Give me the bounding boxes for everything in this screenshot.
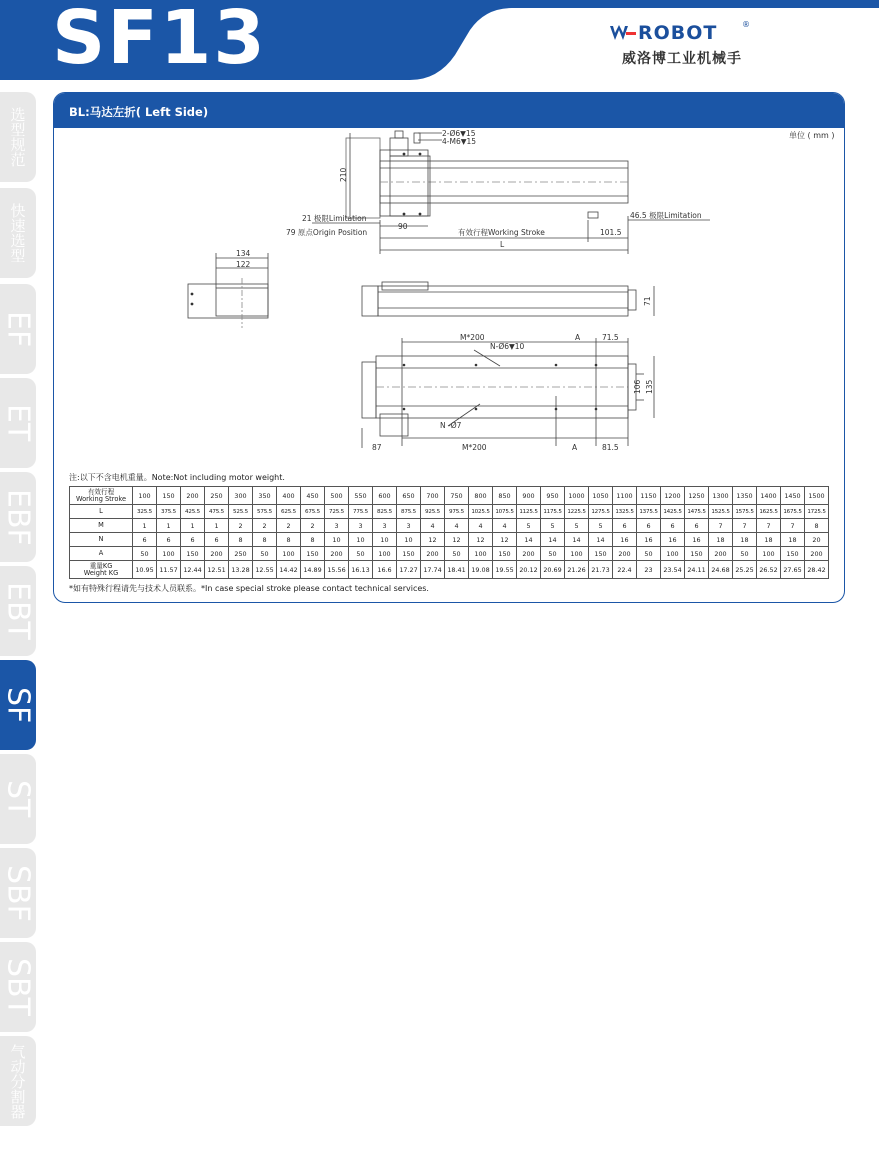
table-row: [70, 547, 829, 561]
table-cell: 50: [445, 547, 469, 561]
table-cell: 825.5: [373, 505, 397, 519]
side-tab-label: SF: [0, 686, 36, 724]
table-cell: 1525.5: [709, 505, 733, 519]
table-cell: 1150: [637, 487, 661, 505]
special-stroke-note: *如有特殊行程请先与技术人员联系。*In case special stroke please contact technical services.: [69, 584, 429, 593]
table-cell: 1075.5: [493, 505, 517, 519]
table-cell: 14: [517, 533, 541, 547]
side-tab-et[interactable]: [0, 378, 36, 468]
table-cell: 1475.5: [685, 505, 709, 519]
side-tab-label: ET: [0, 404, 36, 442]
table-cell: 150: [301, 547, 325, 561]
table-cell: 10: [397, 533, 421, 547]
table-cell: 5: [589, 519, 613, 533]
table-cell: 14.89: [301, 561, 325, 579]
table-cell: 100: [469, 547, 493, 561]
table-cell: 350: [253, 487, 277, 505]
table-row: [70, 487, 829, 505]
table-cell: 425.5: [181, 505, 205, 519]
table-cell: 1300: [709, 487, 733, 505]
table-cell: 12.44: [181, 561, 205, 579]
row-header-line: A: [98, 549, 104, 558]
table-cell: 750: [445, 487, 469, 505]
table-cell: 16: [613, 533, 637, 547]
table-cell: 100: [757, 547, 781, 561]
table-cell: 17.27: [397, 561, 421, 579]
table-cell: 800: [469, 487, 493, 505]
table-cell: 850: [493, 487, 517, 505]
dim-m200-bot: M*200: [462, 443, 487, 452]
row-header: [70, 519, 133, 533]
table-cell: 1375.5: [637, 505, 661, 519]
table-cell: 675.5: [301, 505, 325, 519]
technical-drawing: [54, 128, 844, 468]
table-cell: 16.13: [349, 561, 373, 579]
table-row: [70, 533, 829, 547]
hole-callout-n: N-Ø6▼10: [490, 342, 525, 351]
table-cell: 200: [805, 547, 829, 561]
dim-210: 210: [339, 167, 348, 182]
dim-a-bot: A: [572, 443, 578, 452]
table-cell: 1000: [565, 487, 589, 505]
table-cell: 10: [349, 533, 373, 547]
company-logo: [610, 22, 760, 68]
table-cell: 3: [325, 519, 349, 533]
table-cell: 1450: [781, 487, 805, 505]
table-cell: 200: [421, 547, 445, 561]
logo-brand-text: ROBOT: [638, 22, 718, 44]
side-tab-sbf[interactable]: [0, 848, 36, 938]
table-cell: 22.4: [613, 561, 637, 579]
row-header: [70, 547, 133, 561]
table-cell: 775.5: [349, 505, 373, 519]
side-tab-label: EBF: [0, 488, 36, 546]
table-cell: 6: [133, 533, 157, 547]
table-cell: 26.52: [757, 561, 781, 579]
spec-table: [69, 486, 829, 579]
table-cell: 24.11: [685, 561, 709, 579]
table-cell: 200: [613, 547, 637, 561]
table-cell: 8: [805, 519, 829, 533]
table-cell: 21.73: [589, 561, 613, 579]
table-cell: 18: [709, 533, 733, 547]
table-cell: 12.51: [205, 561, 229, 579]
dim-71: 71: [643, 296, 652, 306]
table-cell: 8: [301, 533, 325, 547]
panel-header: [54, 93, 844, 128]
table-cell: 325.5: [133, 505, 157, 519]
table-cell: 24.68: [709, 561, 733, 579]
side-tab-label: ST: [0, 780, 36, 818]
table-cell: 1225.5: [565, 505, 589, 519]
table-cell: 1275.5: [589, 505, 613, 519]
table-cell: 8: [277, 533, 301, 547]
dim-71-5: 71.5: [602, 333, 619, 342]
table-cell: 20.69: [541, 561, 565, 579]
dim-106: 106: [633, 379, 642, 394]
page-title: SF13: [52, 0, 267, 81]
dim-135: 135: [645, 379, 654, 394]
row-header-line: L: [99, 507, 103, 516]
table-cell: 5: [565, 519, 589, 533]
table-cell: 400: [277, 487, 301, 505]
table-cell: 950: [541, 487, 565, 505]
table-cell: 10.95: [133, 561, 157, 579]
table-cell: 200: [205, 547, 229, 561]
table-cell: 150: [685, 547, 709, 561]
row-header: [70, 505, 133, 519]
row-header-line: Weight KG: [83, 568, 119, 577]
table-cell: 1: [157, 519, 181, 533]
table-cell: 1250: [685, 487, 709, 505]
table-cell: 18: [757, 533, 781, 547]
table-cell: 200: [325, 547, 349, 561]
table-cell: 3: [373, 519, 397, 533]
table-cell: 16.6: [373, 561, 397, 579]
side-tab-ebf[interactable]: [0, 472, 36, 562]
row-header: [70, 487, 133, 505]
table-cell: 475.5: [205, 505, 229, 519]
logo-registered-mark: ®: [742, 20, 750, 29]
dim-90: 90: [398, 222, 408, 231]
table-row: [70, 505, 829, 519]
table-cell: 19.55: [493, 561, 517, 579]
table-cell: 7: [757, 519, 781, 533]
row-header: [70, 561, 133, 579]
table-cell: 200: [181, 487, 205, 505]
table-cell: 1050: [589, 487, 613, 505]
row-header-line: M: [98, 521, 104, 530]
table-cell: 1: [205, 519, 229, 533]
side-tab-label: 快速选型: [8, 203, 27, 263]
dim-122: 122: [236, 260, 251, 269]
row-header-line: Working Stroke: [76, 494, 126, 503]
row-header: [70, 533, 133, 547]
table-cell: 300: [229, 487, 253, 505]
side-tab-ef[interactable]: [0, 284, 36, 374]
table-cell: 12.55: [253, 561, 277, 579]
table-cell: 12: [445, 533, 469, 547]
table-cell: 500: [325, 487, 349, 505]
table-cell: 6: [637, 519, 661, 533]
table-cell: 4: [469, 519, 493, 533]
weight-note: 注:以下不含电机重量。Note:Not including motor weight.: [69, 473, 285, 482]
table-cell: 6: [685, 519, 709, 533]
hole-callout-1: 2-Ø6▼15: [442, 129, 476, 138]
table-cell: 925.5: [421, 505, 445, 519]
table-cell: 150: [781, 547, 805, 561]
table-cell: 1175.5: [541, 505, 565, 519]
hole-callout-2: 4-M6▼15: [442, 137, 477, 146]
table-cell: 23.54: [661, 561, 685, 579]
table-cell: 5: [541, 519, 565, 533]
table-cell: 1350: [733, 487, 757, 505]
table-cell: 875.5: [397, 505, 421, 519]
table-cell: 50: [133, 547, 157, 561]
table-cell: 725.5: [325, 505, 349, 519]
side-tab-label: 气动分割器: [8, 1043, 27, 1119]
table-cell: 27.65: [781, 561, 805, 579]
table-cell: 20: [805, 533, 829, 547]
table-cell: 7: [781, 519, 805, 533]
table-cell: 100: [133, 487, 157, 505]
table-cell: 3: [349, 519, 373, 533]
table-cell: 6: [157, 533, 181, 547]
table-cell: 450: [301, 487, 325, 505]
dim-limit-46-5: 46.5 极限Limitation: [630, 211, 702, 220]
table-cell: 3: [397, 519, 421, 533]
dim-a-top: A: [575, 333, 581, 342]
table-cell: 16: [637, 533, 661, 547]
table-cell: 1: [133, 519, 157, 533]
table-cell: 6: [205, 533, 229, 547]
table-cell: 6: [661, 519, 685, 533]
side-tab-sbt[interactable]: [0, 942, 36, 1032]
table-cell: 28.42: [805, 561, 829, 579]
table-cell: 18: [781, 533, 805, 547]
dim-working-stroke: 有效行程Working Stroke: [458, 228, 545, 237]
side-tab-quick-selection[interactable]: [0, 188, 36, 278]
table-cell: 1325.5: [613, 505, 637, 519]
panel-title: BL:马达左折( Left Side): [69, 105, 209, 119]
table-cell: 650: [397, 487, 421, 505]
table-cell: 50: [637, 547, 661, 561]
table-cell: 14: [541, 533, 565, 547]
table-cell: 2: [229, 519, 253, 533]
table-cell: 16: [685, 533, 709, 547]
table-cell: 150: [397, 547, 421, 561]
dim-134: 134: [236, 249, 251, 258]
table-cell: 625.5: [277, 505, 301, 519]
table-cell: 15.56: [325, 561, 349, 579]
table-cell: 900: [517, 487, 541, 505]
table-cell: 2: [301, 519, 325, 533]
table-cell: 250: [229, 547, 253, 561]
side-tab-ebt[interactable]: [0, 566, 36, 656]
table-cell: 14.42: [277, 561, 301, 579]
side-tab-selection-spec[interactable]: [0, 92, 36, 182]
table-cell: 18: [733, 533, 757, 547]
side-tab-label: SBT: [0, 958, 36, 1016]
table-cell: 12: [493, 533, 517, 547]
dim-L: L: [500, 240, 505, 249]
table-cell: 200: [709, 547, 733, 561]
table-cell: 1100: [613, 487, 637, 505]
table-cell: 8: [229, 533, 253, 547]
table-cell: 1725.5: [805, 505, 829, 519]
spec-panel: [53, 92, 845, 603]
table-cell: 18.41: [445, 561, 469, 579]
table-cell: 100: [277, 547, 301, 561]
table-cell: 6: [613, 519, 637, 533]
table-cell: 14: [589, 533, 613, 547]
dim-101-5: 101.5: [600, 228, 622, 237]
table-row: [70, 561, 829, 579]
table-cell: 2: [277, 519, 301, 533]
table-cell: 600: [373, 487, 397, 505]
table-cell: 17.74: [421, 561, 445, 579]
table-cell: 100: [373, 547, 397, 561]
table-cell: 12: [421, 533, 445, 547]
table-cell: 19.08: [469, 561, 493, 579]
table-cell: 50: [733, 547, 757, 561]
table-cell: 700: [421, 487, 445, 505]
table-cell: 1575.5: [733, 505, 757, 519]
table-cell: 1625.5: [757, 505, 781, 519]
table-cell: 975.5: [445, 505, 469, 519]
table-cell: 200: [517, 547, 541, 561]
table-cell: 1500: [805, 487, 829, 505]
table-cell: 250: [205, 487, 229, 505]
dim-87: 87: [372, 443, 382, 452]
row-header-line: 重量KG: [89, 561, 113, 570]
table-cell: 525.5: [229, 505, 253, 519]
side-tab-sf[interactable]: [0, 660, 36, 750]
table-cell: 10: [373, 533, 397, 547]
row-header-line: 有效行程: [87, 487, 115, 496]
table-cell: 16: [661, 533, 685, 547]
table-cell: 50: [541, 547, 565, 561]
table-cell: 6: [181, 533, 205, 547]
side-tab-label: 选型规范: [8, 107, 27, 167]
table-cell: 1025.5: [469, 505, 493, 519]
logo-mark-icon: [610, 24, 636, 42]
table-cell: 1125.5: [517, 505, 541, 519]
dim-81-5: 81.5: [602, 443, 619, 452]
table-cell: 150: [157, 487, 181, 505]
table-cell: 100: [661, 547, 685, 561]
table-row: [70, 519, 829, 533]
row-header-line: N: [98, 535, 104, 544]
side-tab-st[interactable]: [0, 754, 36, 844]
table-cell: 7: [733, 519, 757, 533]
table-cell: 4: [421, 519, 445, 533]
table-cell: 375.5: [157, 505, 181, 519]
side-tab-label: EF: [0, 310, 36, 348]
table-cell: 1200: [661, 487, 685, 505]
table-cell: 1400: [757, 487, 781, 505]
hole-callout-n-thru: N -Ø7: [440, 421, 462, 430]
table-cell: 100: [565, 547, 589, 561]
table-cell: 25.25: [733, 561, 757, 579]
dim-limit-21: 21 极限Limitation: [302, 214, 367, 223]
table-cell: 50: [349, 547, 373, 561]
side-tab-label: EBT: [0, 582, 36, 640]
table-cell: 150: [589, 547, 613, 561]
table-cell: 150: [181, 547, 205, 561]
table-cell: 20.12: [517, 561, 541, 579]
side-tab-label: SBF: [0, 864, 36, 922]
table-cell: 10: [325, 533, 349, 547]
table-cell: 7: [709, 519, 733, 533]
table-cell: 12: [469, 533, 493, 547]
table-cell: 550: [349, 487, 373, 505]
table-cell: 4: [493, 519, 517, 533]
table-cell: 1: [181, 519, 205, 533]
table-cell: 8: [253, 533, 277, 547]
side-tab-pneumatic-divider[interactable]: [0, 1036, 36, 1126]
table-cell: 150: [493, 547, 517, 561]
table-cell: 575.5: [253, 505, 277, 519]
table-cell: 1675.5: [781, 505, 805, 519]
table-cell: 5: [517, 519, 541, 533]
table-cell: 13.28: [229, 561, 253, 579]
table-cell: 100: [157, 547, 181, 561]
table-cell: 21.26: [565, 561, 589, 579]
table-cell: 2: [253, 519, 277, 533]
table-cell: 23: [637, 561, 661, 579]
table-cell: 14: [565, 533, 589, 547]
dim-m200-top: M*200: [460, 333, 485, 342]
table-cell: 50: [253, 547, 277, 561]
logo-chinese-name: 威洛博工业机械手: [622, 51, 742, 67]
table-cell: 1425.5: [661, 505, 685, 519]
dim-origin-79: 79 原点Origin Position: [286, 228, 368, 237]
unit-label: 单位 ( mm ): [789, 131, 835, 140]
table-cell: 4: [445, 519, 469, 533]
table-cell: 11.57: [157, 561, 181, 579]
